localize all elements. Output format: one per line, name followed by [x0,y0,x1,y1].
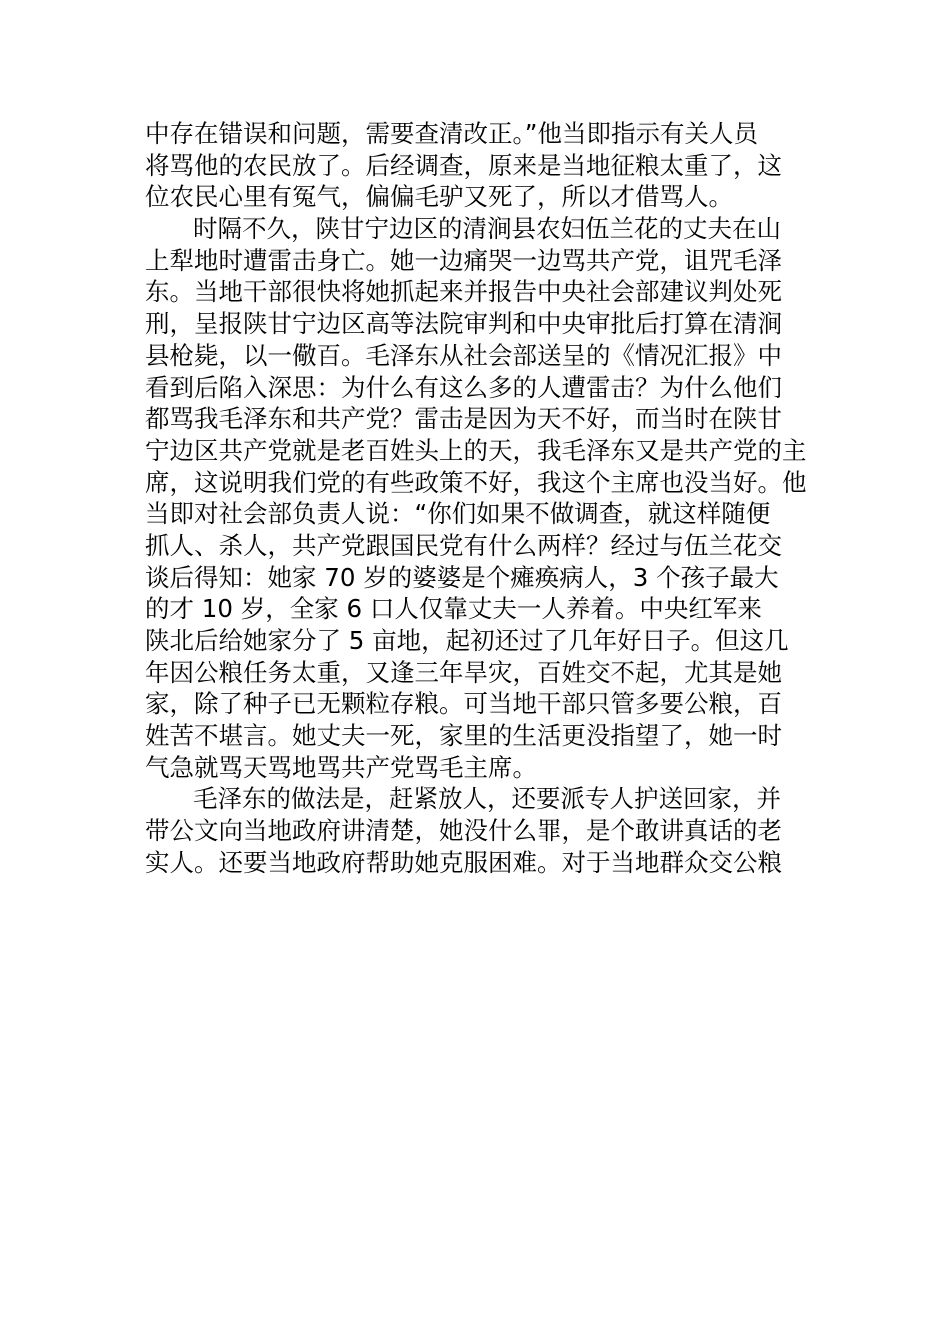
text-line: 上犁地时遭雷击身亡。她一边痛哭一边骂共产党，诅咒毛泽 [145,245,782,275]
paragraph-start-line: 毛泽东的做法是，赶紧放人，还要派专人护送回家，并 [193,784,781,814]
text-line: 宁边区共产党就是老百姓头上的天，我毛泽东又是共产党的主 [145,435,807,465]
text-line: 都骂我毛泽东和共产党？雷击是因为天不好，而当时在陕甘 [145,404,782,434]
text-line: 位农民心里有冤气，偏偏毛驴又死了，所以才借骂人。 [145,182,733,212]
body-text [145,118,825,879]
text-line: 年因公粮任务太重，又逢三年旱灾，百姓交不起，尤其是她 [145,657,782,687]
text-line: 当即对社会部负责人说：“你们如果不做调查，就这样随便 [145,499,771,529]
text-line: 带公文向当地政府讲清楚，她没什么罪，是个敢讲真话的老 [145,816,782,846]
paragraph-start-line: 时隔不久，陕甘宁边区的清涧县农妇伍兰花的丈夫在山 [193,214,781,244]
text-line: 刑，呈报陕甘宁边区高等法院审判和中央审批后打算在清涧 [145,309,782,339]
text-line: 实人。还要当地政府帮助她克服困难。对于当地群众交公粮 [145,847,782,877]
text-line: 谈后得知：她家 70 岁的婆婆是个瘫痪病人，3 个孩子最大 [145,562,779,592]
text-line: 中存在错误和问题，需要查清改正。”他当即指示有关人员 [145,119,758,148]
text-line: 家，除了种子已无颗粒存粮。可当地干部只管多要公粮，百 [145,689,782,719]
text-line: 姓苦不堪言。她丈夫一死，家里的生活更没指望了，她一时 [145,721,782,751]
text-line: 东。当地干部很快将她抓起来并报告中央社会部建议判处死 [145,277,782,307]
text-line: 席，这说明我们党的有些政策不好，我这个主席也没当好。他 [145,467,807,497]
text-line: 气急就骂天骂地骂共产党骂毛主席。 [145,752,537,782]
text-line: 抓人、杀人，共产党跟国民党有什么两样？经过与伍兰花交 [145,530,782,560]
text-line: 的才 10 岁，全家 6 口人仅靠丈夫一人养着。中央红军来 [145,594,762,624]
text-line: 将骂他的农民放了。后经调查，原来是当地征粮太重了，这 [145,150,782,180]
text-line: 看到后陷入深思：为什么有这么多的人遭雷击？为什么他们 [145,372,782,402]
text-line: 陕北后给她家分了 5 亩地，起初还过了几年好日子。但这几 [145,626,789,655]
text-line: 县枪毙，以一儆百。毛泽东从社会部送呈的《情况汇报》中 [145,340,782,370]
